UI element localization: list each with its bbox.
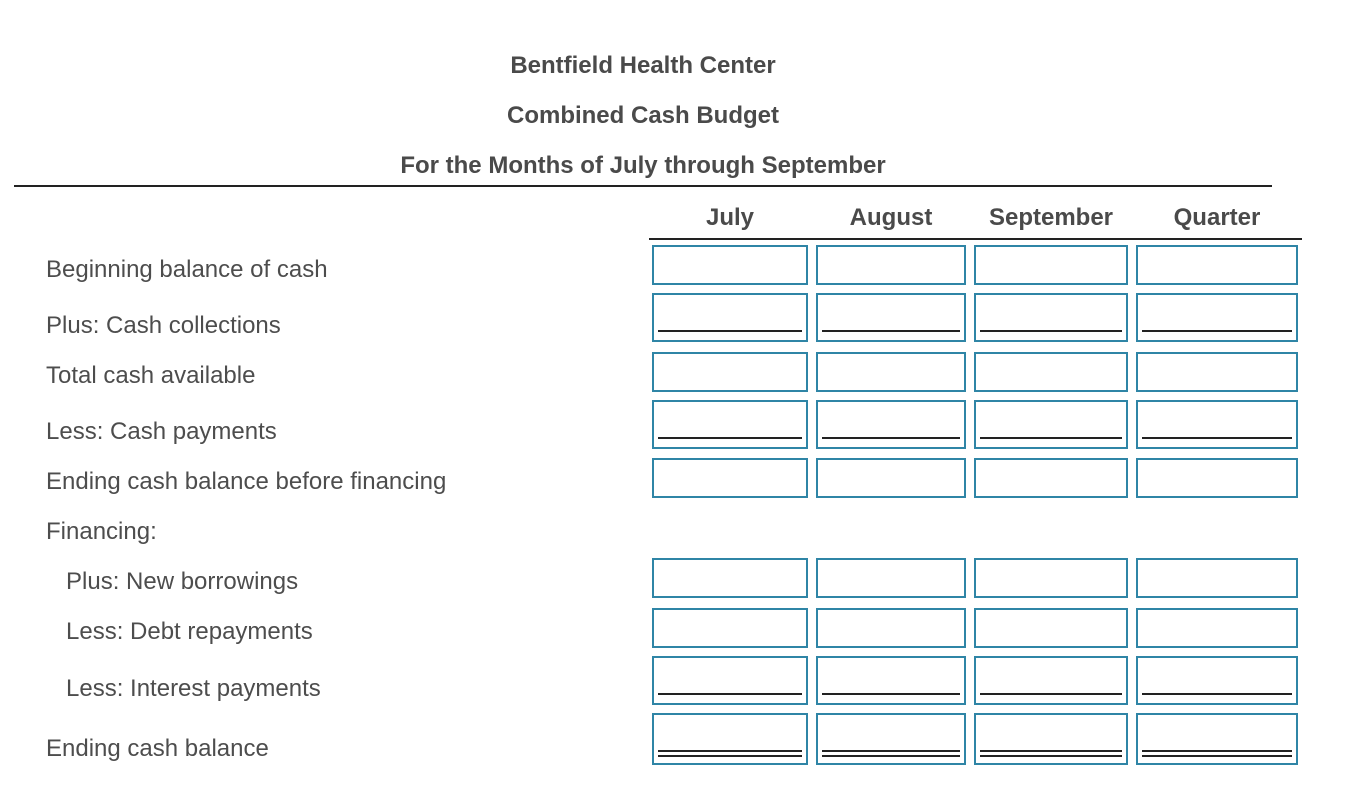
double-underline-bottom [822, 755, 960, 757]
amount-input-july[interactable] [652, 458, 808, 498]
amount-input-september[interactable] [974, 245, 1128, 285]
row-label: Less: Cash payments [46, 418, 277, 445]
amount-input-august[interactable] [816, 558, 966, 598]
row-label: Ending cash balance [46, 735, 269, 762]
report-name: Combined Cash Budget [506, 102, 779, 129]
column-header-quarter: Quarter [1173, 204, 1261, 231]
column-header-august: August [849, 204, 933, 231]
amount-input-august[interactable] [816, 713, 966, 765]
row-label: Beginning balance of cash [46, 256, 328, 283]
amount-input-july[interactable] [652, 245, 808, 285]
amount-input-quarter[interactable] [1136, 245, 1298, 285]
single-underline [980, 693, 1122, 695]
amount-input-september[interactable] [974, 400, 1128, 449]
page-title: Bentfield Health Center [510, 52, 776, 79]
single-underline [1142, 693, 1292, 695]
row-label: Total cash available [46, 362, 256, 389]
amount-input-september[interactable] [974, 293, 1128, 342]
double-underline-bottom [980, 755, 1122, 757]
amount-input-july[interactable] [652, 558, 808, 598]
row-label: Plus: Cash collections [46, 312, 281, 339]
amount-input-august[interactable] [816, 608, 966, 648]
amount-input-july[interactable] [652, 293, 808, 342]
column-header-july: July [705, 204, 755, 231]
amount-input-july[interactable] [652, 656, 808, 705]
row-label: Ending cash balance before financing [46, 468, 447, 495]
row-label: Less: Debt repayments [66, 618, 313, 645]
amount-input-september[interactable] [974, 656, 1128, 705]
single-underline [980, 437, 1122, 439]
amount-input-quarter[interactable] [1136, 608, 1298, 648]
double-underline-top [1142, 750, 1292, 752]
double-underline-top [822, 750, 960, 752]
row-label: Plus: New borrowings [66, 568, 299, 595]
amount-input-september[interactable] [974, 713, 1128, 765]
double-underline-top [658, 750, 802, 752]
single-underline [658, 693, 802, 695]
double-underline-bottom [1142, 755, 1292, 757]
amount-input-september[interactable] [974, 458, 1128, 498]
amount-input-august[interactable] [816, 400, 966, 449]
single-underline [658, 437, 802, 439]
amount-input-august[interactable] [816, 458, 966, 498]
title-divider [14, 185, 1272, 187]
amount-input-quarter[interactable] [1136, 713, 1298, 765]
amount-input-july[interactable] [652, 608, 808, 648]
single-underline [822, 693, 960, 695]
row-label: Financing: [46, 518, 157, 545]
amount-input-august[interactable] [816, 245, 966, 285]
single-underline [822, 330, 960, 332]
amount-input-quarter[interactable] [1136, 352, 1298, 392]
amount-input-september[interactable] [974, 558, 1128, 598]
amount-input-quarter[interactable] [1136, 293, 1298, 342]
column-header-divider [649, 238, 1302, 240]
amount-input-quarter[interactable] [1136, 558, 1298, 598]
amount-input-july[interactable] [652, 400, 808, 449]
double-underline-top [980, 750, 1122, 752]
amount-input-august[interactable] [816, 352, 966, 392]
single-underline [822, 437, 960, 439]
single-underline [658, 330, 802, 332]
amount-input-august[interactable] [816, 293, 966, 342]
double-underline-bottom [658, 755, 802, 757]
amount-input-july[interactable] [652, 713, 808, 765]
amount-input-july[interactable] [652, 352, 808, 392]
amount-input-september[interactable] [974, 608, 1128, 648]
amount-input-september[interactable] [974, 352, 1128, 392]
row-label: Less: Interest payments [66, 675, 321, 702]
amount-input-quarter[interactable] [1136, 400, 1298, 449]
single-underline [1142, 437, 1292, 439]
report-period: For the Months of July through September [400, 152, 886, 179]
amount-input-quarter[interactable] [1136, 656, 1298, 705]
amount-input-august[interactable] [816, 656, 966, 705]
amount-input-quarter[interactable] [1136, 458, 1298, 498]
column-header-september: September [988, 204, 1114, 231]
single-underline [980, 330, 1122, 332]
single-underline [1142, 330, 1292, 332]
